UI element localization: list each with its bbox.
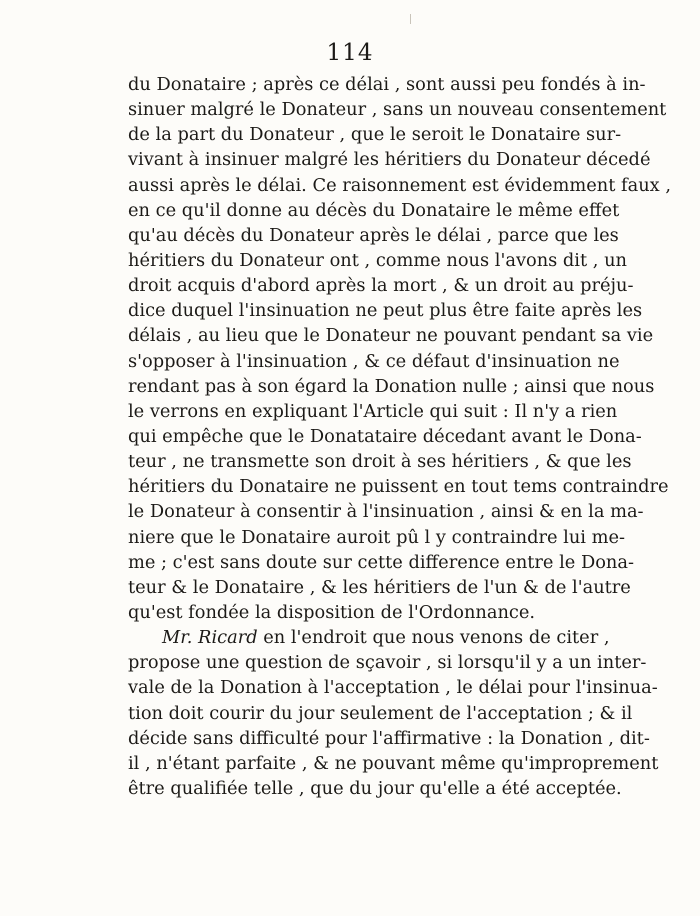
text-line: délais , au lieu que le Donateur ne pouvant pendant sa vie: [128, 325, 654, 347]
print-mark: [410, 14, 411, 24]
text-line: propose une question de sçavoir , si lorsqu'il y a un inter-: [128, 652, 647, 674]
text-line: en ce qu'il donne au décès du Donataire le même effet: [128, 199, 620, 221]
text-line: être qualifiée telle , que du jour qu'elle a été acceptée.: [128, 777, 622, 799]
text-line: rendant pas à son égard la Donation nulle ; ainsi que nous: [128, 375, 655, 397]
text-line: [128, 625, 610, 650]
paragraph-1: [128, 72, 671, 625]
text-line: teur , ne transmette son droit à ses héritiers , & que les: [128, 451, 632, 473]
text-line: droit acquis d'abord après la mort , & un droit au préju-: [128, 275, 634, 297]
text-line: teur & le Donataire , & les héritiers de l'un & de l'autre: [128, 576, 631, 598]
body-text: [128, 72, 671, 801]
text-line: héritiers du Donataire ne puissent en tout tems contraindre: [128, 476, 669, 498]
text-line: qu'au décès du Donateur après le délai , parce que les: [128, 224, 619, 246]
text-line: s'opposer à l'insinuation , & ce défaut d'insinuation ne: [128, 350, 620, 372]
text-fragment: en l'endroit que nous venons de citer ,: [257, 627, 610, 649]
paragraph-2: [128, 625, 659, 801]
text-line: il , n'étant parfaite , & ne pouvant même qu'improprement: [128, 752, 659, 774]
text-line: qu'est fondée la disposition de l'Ordonnance.: [128, 601, 536, 623]
text-line: héritiers du Donateur ont , comme nous l'avons dit , un: [128, 249, 628, 271]
text-line: qui empêche que le Donatataire décedant avant le Dona-: [128, 425, 642, 447]
text-line: de la part du Donateur , que le seroit le Donataire sur-: [128, 124, 622, 146]
text-line: décide sans difficulté pour l'affirmative : la Donation , dit-: [128, 727, 650, 749]
text-line: du Donataire ; après ce délai , sont aussi peu fondés à in-: [128, 74, 646, 95]
text-line: tion doit courir du jour seulement de l'acceptation ; & il: [128, 702, 633, 724]
page-number: 114: [326, 40, 374, 66]
text-line: dice duquel l'insinuation ne peut plus être faite après les: [128, 300, 643, 322]
author-name: Mr. Ricard: [162, 627, 258, 649]
text-line: le verrons en expliquant l'Article qui suit : Il n'y a rien: [128, 400, 618, 422]
text-line: aussi après le délai. Ce raisonnement est évidemment faux ,: [128, 174, 671, 196]
text-line: sinuer malgré le Donateur , sans un nouveau consentement: [128, 99, 667, 121]
text-line: le Donateur à consentir à l'insinuation , ainsi & en la ma-: [128, 501, 644, 523]
text-line: vivant à insinuer malgré les héritiers du Donateur décedé: [128, 149, 651, 171]
text-line: me ; c'est sans doute sur cette difference entre le Dona-: [128, 551, 634, 573]
text-line: niere que le Donataire auroit pû l y contraindre lui me-: [128, 526, 626, 548]
text-line: vale de la Donation à l'acceptation , le délai pour l'insinua-: [128, 677, 658, 699]
